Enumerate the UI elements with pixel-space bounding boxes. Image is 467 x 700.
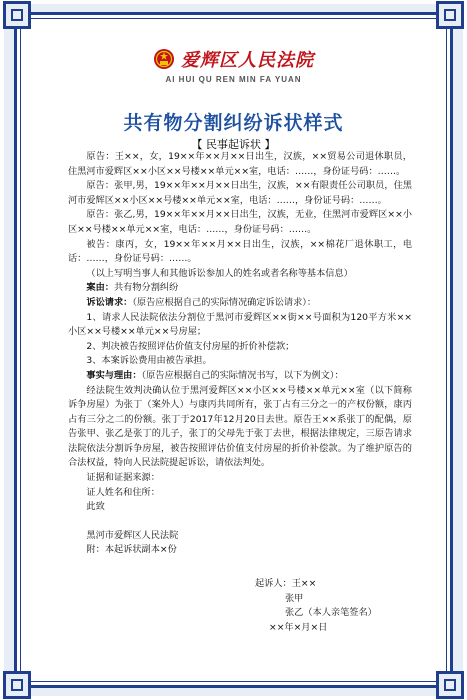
court-emblem-icon bbox=[153, 48, 175, 70]
corner-ornament bbox=[3, 1, 31, 29]
plaintiff-1: 原告：王××，女，19××年××月××日出生，汉族，××贸易公司退休职员，住黑河市爱辉区××小区××号楼××单元××室，电话：……，身份证号码：……。 bbox=[68, 151, 412, 177]
corner-ornament bbox=[3, 671, 31, 699]
court-pinyin: AI HUI QU REN MIN FA YUAN bbox=[165, 75, 302, 84]
facts-body: 经法院生效判决确认位于黑河爱辉区××小区××号楼××单元××室（以下简称诉争房屋）为张丁（案外人）与康丙共同所有，张丁占有三分之一的产权份额，康丙占有三分之二的份额。张丁于2017年12月20日去世。原告王××系张丁的配偶，原告张甲、张乙是张丁的儿子，张丁的父母先于张丁去世，根据法律规定，三原告请求法院依法分割诉争房屋，被告按照评估价值支付房屋的折价补偿款。为了维护原告的合法权益，特向人民法院提起诉讼，请依法判处。 bbox=[68, 384, 412, 469]
page-subtitle: 【 民事起诉状 】 bbox=[191, 138, 276, 151]
defendant: 被告：康丙，女，19××年××月××日出生，汉族，××棉花厂退休职工，电话：……，身份证号码：……。 bbox=[68, 238, 412, 265]
court-addressee: 黑河市爱辉区人民法院 bbox=[86, 529, 179, 541]
page-title: 共有物分割纠纷诉状样式 bbox=[123, 112, 344, 134]
court-name: 爱辉区人民法院 bbox=[181, 50, 314, 71]
signature-plaintiff-2: 张甲 bbox=[285, 592, 304, 604]
salutation: 此致 bbox=[86, 501, 105, 513]
claims-heading bbox=[68, 296, 412, 311]
plaintiff-3: 原告：张乙,男，19××年××月××日出生，汉族，无业，住黑河市爱辉区××小区××号楼××单元××室，电话：……，身份证号码：……。 bbox=[68, 209, 412, 235]
claim-1: 1、请求人民法院依法分割位于黑河市爱辉区××街××号面积为120平方米××小区××号楼××单元××号房屋； bbox=[68, 311, 412, 338]
facts-heading bbox=[68, 369, 412, 384]
cause-text: 共有物分割纠纷 bbox=[113, 282, 179, 294]
claims-text: （原告应根据自己的实际情况确定诉讼请求）： bbox=[132, 296, 317, 308]
party-note: （以上写明当事人和其他诉讼参加人的姓名或者名称等基本信息） bbox=[86, 267, 353, 279]
facts-text: （原告应根据自己的实际情况书写，以下为例文）： bbox=[141, 369, 344, 381]
corner-ornament bbox=[436, 1, 464, 29]
corner-ornament bbox=[436, 671, 464, 699]
claim-3: 3、本案诉讼费用由被告承担。 bbox=[86, 355, 212, 367]
evidence-line: 证据和证据来源： bbox=[86, 472, 160, 484]
court-header bbox=[0, 46, 467, 84]
signature-block bbox=[255, 577, 435, 635]
plaintiff-2: 原告：张甲,男，19××年××月××日出生，汉族，××有限责任公司职员，住黑河市爱辉区××小区××号楼××单元××室，电话：……，身份证号码：……。 bbox=[68, 180, 412, 206]
document-body bbox=[68, 150, 412, 558]
cause-label: 案由： bbox=[86, 282, 114, 294]
claim-2: 2、判决被告按照评估价值支付房屋的折价补偿款； bbox=[86, 340, 295, 352]
facts-label: 事实与理由： bbox=[86, 369, 142, 381]
attachment-note: 附：本起诉状副本×份 bbox=[86, 544, 177, 556]
signature-date: ××年×月×日 bbox=[269, 621, 328, 633]
signature-plaintiff-3: 张乙（本人亲笔签名） bbox=[285, 607, 377, 619]
signature-plaintiff-1: 起诉人：王×× bbox=[255, 578, 317, 589]
cause-of-action bbox=[68, 281, 412, 296]
claims-label: 诉讼请求： bbox=[86, 296, 133, 308]
witness-line: 证人姓名和住所： bbox=[86, 486, 160, 498]
